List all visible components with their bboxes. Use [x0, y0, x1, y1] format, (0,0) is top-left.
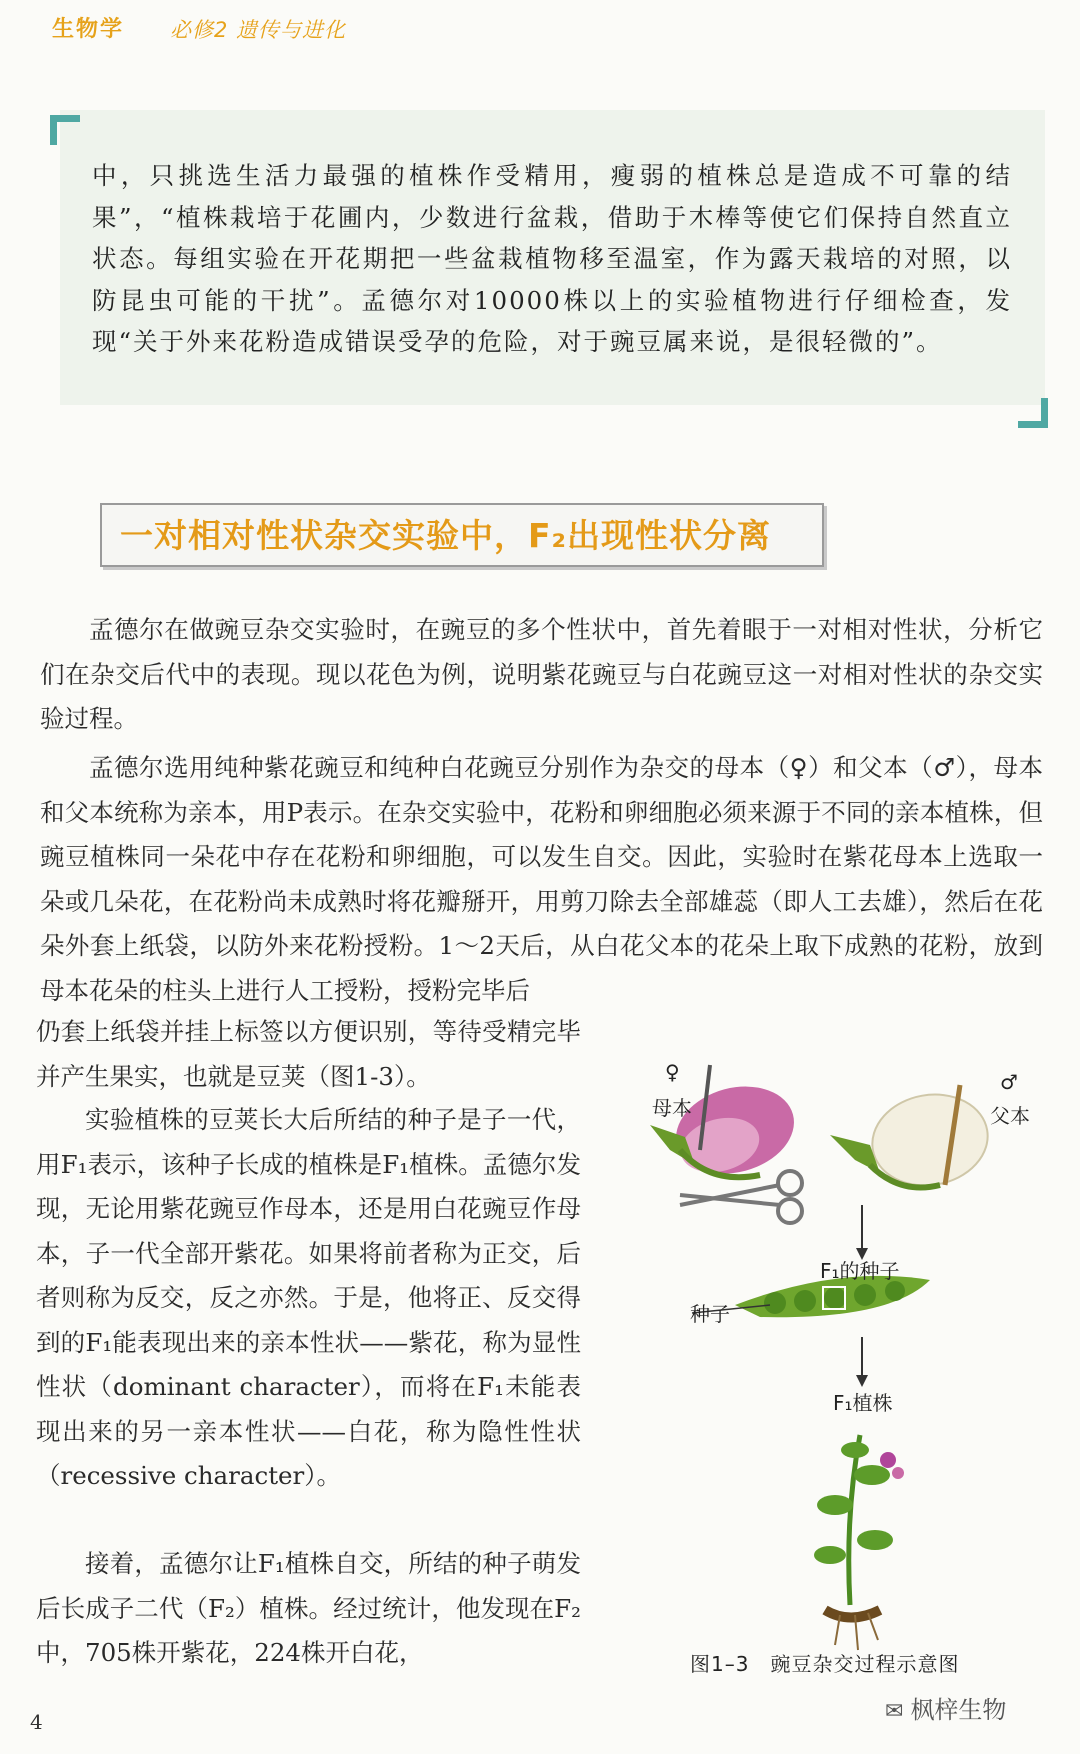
header-course: 必修2 遗传与进化 — [170, 18, 347, 42]
watermark-text: 枫梓生物 — [910, 1696, 1007, 1724]
seed-label: 种子 — [690, 1302, 730, 1326]
arrow-down-icon — [856, 1205, 868, 1260]
figure-caption: 图1–3 豌豆杂交过程示意图 — [690, 1652, 960, 1676]
paragraph-1: 孟德尔在做豌豆杂交实验时，在豌豆的多个性状中，首先着眼于一对相对性状，分析它们在杂交后代中的表现。现以花色为例，说明紫花豌豆与白花豌豆这一对相对性状的杂交实验过程。 — [40, 615, 1043, 733]
watermark — [885, 1690, 1006, 1725]
paragraph-4: 接着，孟德尔让F₁植株自交，所结的种子萌发后长成子二代（F₂）植株。经过统计，他发现在F₂中，705株开紫花，224株开白花， — [36, 1549, 581, 1667]
female-symbol: ♀ — [665, 1060, 680, 1084]
male-label: 父本 — [990, 1104, 1030, 1128]
box-corner-top-left — [50, 115, 80, 145]
male-symbol: ♂ — [1000, 1070, 1018, 1094]
pea-crossing-figure — [640, 1055, 1060, 1675]
f1-seed-label: F₁的种子 — [820, 1259, 900, 1283]
section-title: 一对相对性状杂交实验中，F₂出现性状分离 — [120, 516, 771, 555]
arrow-down-icon — [856, 1337, 868, 1387]
paragraph-2-continued: 仍套上纸袋并挂上标签以方便识别，等待受精完毕并产生果实，也就是豆荚（图1-3）。 — [36, 1017, 581, 1091]
wechat-icon: ✉ — [885, 1699, 911, 1724]
header-subject: 生物学 — [52, 17, 125, 42]
paragraph-2: 孟德尔选用纯种紫花豌豆和纯种白花豌豆分别作为杂交的母本（♀）和父本（♂），母本和父本统称为亲本，用P表示。在杂交实验中，花粉和卵细胞必须来源于不同的亲本植株，但豌豆植株同一朵花中存在花粉和卵细胞，可以发生自交。因此，实验时在紫花母本上选取一朵或几朵花，在花粉尚未成熟时将花瓣掰开，用剪刀除去全部雄蕊（即人工去雄），然后在花朵外套上纸袋，以防外来花粉授粉。1～2天后，从白花父本的花朵上取下成熟的花粉，放到母本花朵的柱头上进行人工授粉，授粉完毕后 — [40, 753, 1043, 1005]
female-label: 母本 — [652, 1096, 692, 1120]
paragraph-3: 实验植株的豆荚长大后所结的种子是子一代，用F₁表示，该种子长成的植株是F₁植株。孟德尔发现，无论用紫花豌豆作母本，还是用白花豌豆作母本，子一代全部开紫花。如果将前者称为正交，后者则称为反交，反之亦然。于是，他将正、反交得到的F₁能表现出来的亲本性状——紫花，称为显性性状（dominant character），而将在F₁未能表现出来的另一亲本性状——白花，称为隐性性状（recessive character）。 — [36, 1105, 581, 1490]
box-corner-bottom-right — [1018, 398, 1048, 428]
box-text: 中，只挑选生活力最强的植株作受精用，瘦弱的植株总是造成不可靠的结果”，“植株栽培于花圃内，少数进行盆栽，借助于木棒等使它们保持自然直立状态。每组实验在开花期把一些盆栽植物移至温室，作为露天栽培的对照，以防昆虫可能的干扰”。孟德尔对10000株以上的实验植物进行仔细检查，发现“关于外来花粉造成错误受孕的危险，对于豌豆属来说，是很轻微的”。 — [92, 161, 1012, 356]
f1-plant-label: F₁植株 — [833, 1391, 893, 1415]
page-number: 4 — [30, 1710, 43, 1734]
pea-plant-illustration — [814, 1435, 904, 1650]
male-flower-illustration — [830, 1085, 995, 1194]
